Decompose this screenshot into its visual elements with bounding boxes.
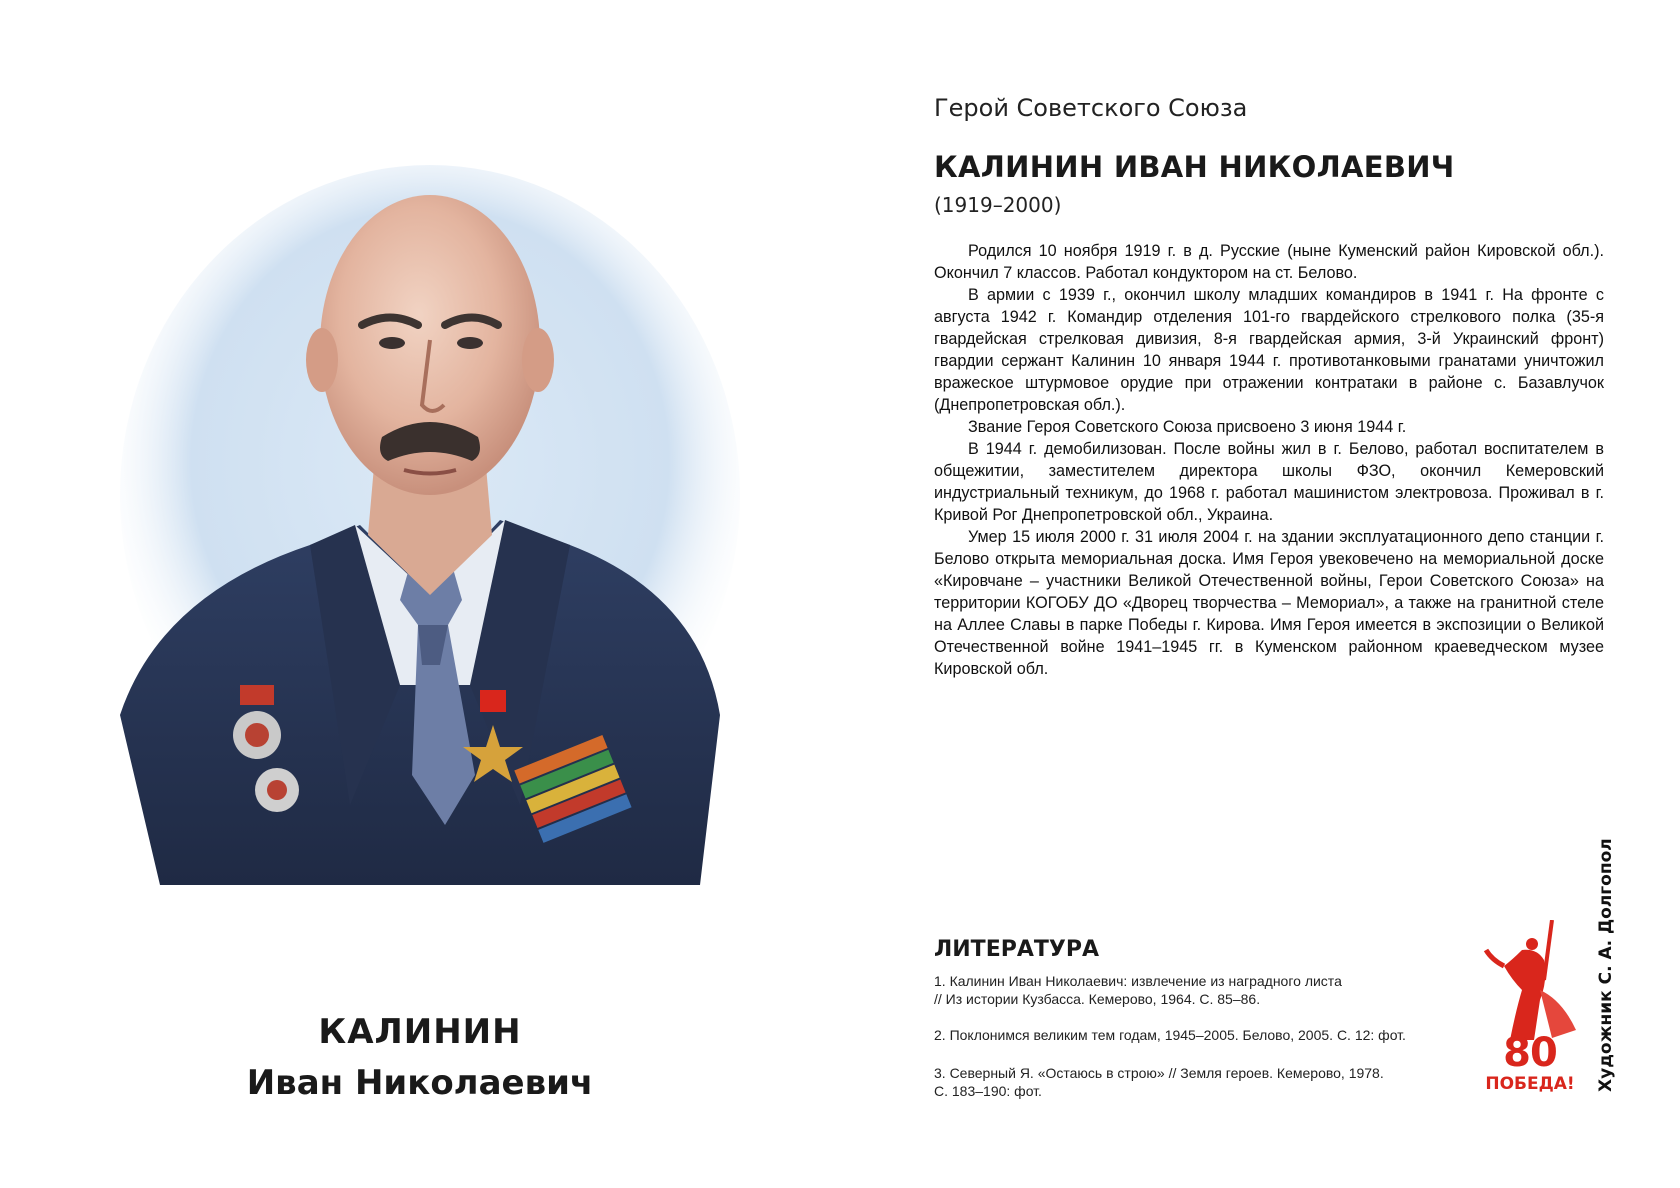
logo-number: 80: [1503, 1030, 1557, 1076]
bio-paragraph: В 1944 г. демобилизован. После войны жил в г. Белово, работал воспитателем в общежитии, заместителем директора школы ФЗО, окончил Кемеровский индустриальный техникум, до 1968 г. работал машинистом электровоза. Проживал в г. Кривой Рог Днепропетровской обл., Украина.: [934, 440, 1604, 524]
literature-line: 1. Калинин Иван Николаевич: извлечение из наградного листа: [934, 973, 1342, 989]
portrait-image: [100, 125, 740, 925]
literature-line: 3. Северный Я. «Остаюсь в строю» // Земля героев. Кемерово, 1978.: [934, 1065, 1384, 1081]
literature-heading: ЛИТЕРАТУРА: [934, 937, 1099, 962]
subtitle: Герой Советского Союза: [934, 94, 1248, 122]
bio-paragraph: Звание Героя Советского Союза присвоено 3 июня 1944 г.: [968, 418, 1407, 436]
bio-paragraph: Родился 10 ноября 1919 г. в д. Русские (ныне Куменский район Кировской обл.). Окончил 7 классов. Работал кондуктором на ст. Белово.: [934, 242, 1604, 282]
bio-paragraph: В армии с 1939 г., окончил школу младших командиров в 1941 г. На фронте с августа 1942 г. Командир отделения 101-го гвардейского стрелкового полка (35-я гвардейская стрелковая дивизия, 8-я гвардейская армия, 3-й Украинский фронт) гвардии сержант Калинин 10 января 1944 г. противотанковыми гранатами уничтожил вражеское штурмовое орудие при отражении контратаки в районе с. Базавлучок (Днепропетровская обл.).: [934, 286, 1604, 414]
life-years: (1919–2000): [934, 193, 1062, 217]
biography: [934, 240, 1604, 680]
caption-surname: КАЛИНИН: [318, 1012, 522, 1052]
logo-word: ПОБЕДА!: [1485, 1074, 1575, 1094]
caption-name: Иван Николаевич: [246, 1063, 594, 1103]
victory-80-logo: [1482, 920, 1578, 1100]
literature-item: [934, 1026, 1494, 1044]
literature-line: С. 183–190: фот.: [934, 1083, 1042, 1099]
motherland-statue-icon: [1482, 920, 1578, 1040]
artist-credit: Художник С. А. Долгопол: [1596, 838, 1616, 1092]
literature-item: [934, 1064, 1494, 1100]
bio-paragraph: Умер 15 июля 2000 г. 31 июля 2004 г. на здании эксплуатационного депо станции г. Белово открыта мемориальная доска. Имя Героя увековечено на мемориальной доске «Кировчане – участники Великой Отечественной войны, Герои Советского Союза» на территории КОГОБУ ДО «Дворец творчества – Мемориал», а также на гранитной стеле на Аллее Славы в парке Победы г. Кирова. Имя Героя имеется в экспозиции о Великой Отечественной войне 1941–1945 гг. в Куменском районном краеведческом музее Кировской обл.: [934, 528, 1604, 678]
literature-item: [934, 972, 1494, 1008]
literature-line: 2. Поклонимся великим тем годам, 1945–2005. Белово, 2005. С. 12: фот.: [934, 1027, 1406, 1043]
page-title: КАЛИНИН ИВАН НИКОЛАЕВИЧ: [934, 150, 1455, 184]
literature-line: // Из истории Кузбасса. Кемерово, 1964. С. 85–86.: [934, 991, 1261, 1007]
